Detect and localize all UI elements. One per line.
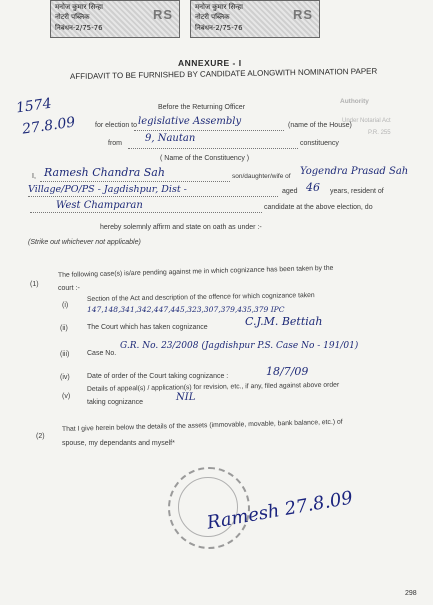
aged-label: aged: [282, 188, 298, 195]
sub-item-text: taking cognizance: [87, 399, 144, 406]
candidate-name: Ramesh Chandra Sah: [44, 166, 165, 179]
stamp-line: मनोज कुमार सिन्हा: [195, 3, 243, 11]
candidate-label: candidate at the above election, do: [264, 204, 373, 211]
father-name: Yogendra Prasad Sah: [300, 166, 409, 177]
side-stamp-line: Under Notarial Act: [342, 118, 391, 124]
page-number: 298: [405, 590, 417, 597]
item1-text: court :-: [58, 285, 80, 292]
margin-note-date: 27.8.09: [21, 114, 77, 138]
fill-line: [128, 148, 298, 149]
stamp-line: निबंधन-2/75-76: [195, 24, 243, 32]
sub-item-text: The Court which has taken cognizance: [87, 324, 208, 331]
sections-value: 147,148,341,342,447,445,323,307,379,435,379 IPC: [87, 305, 285, 314]
from-label: from: [108, 140, 122, 147]
margin-note-number: 1574: [15, 95, 53, 117]
stamp-paper-strip: [50, 0, 320, 38]
before-line: Before the Returning Officer: [158, 104, 246, 111]
election-for-label: for election to: [95, 122, 138, 129]
sub-item-number: (iii): [60, 351, 70, 358]
constituency-label: constituency: [300, 140, 339, 147]
sub-item-text: Date of order of the Court taking cognizance :: [87, 373, 229, 380]
from-value: 9, Nautan: [145, 133, 196, 144]
stamp-line: मनोज कुमार सिन्हा: [55, 3, 103, 11]
item-number: (2): [36, 433, 45, 440]
affidavit-title: AFFIDAVIT TO BE FURNISHED BY CANDIDATE ALONGWITH NOMINATION PAPER: [69, 66, 378, 81]
affirm-line: hereby solemnly affirm and state on oath as under :-: [100, 224, 262, 231]
fill-line: [40, 181, 230, 182]
son-of-label: son/daughter/wife of: [232, 173, 291, 180]
stamp-value: RS: [292, 7, 313, 22]
court-value: C.J.M. Bettiah: [245, 315, 323, 328]
constituency-name-label: ( Name of the Constituency ): [160, 155, 250, 162]
sub-item-text: Case No.: [87, 350, 117, 357]
annexure-heading: ANNEXURE - I: [178, 58, 242, 68]
village-value: Village/PO/PS - Jagdishpur, Dist -: [28, 184, 187, 195]
case-value: G.R. No. 23/2008 (Jagdishpur P.S. Case No - 191/01): [120, 341, 359, 351]
fill-line: [134, 130, 284, 131]
line-i: I,: [32, 173, 36, 180]
side-stamp-line: P.R. 255: [368, 130, 391, 136]
house-label: (name of the House): [288, 122, 352, 129]
sub-item-number: (i): [62, 302, 69, 309]
sub-item-number: (ii): [60, 325, 68, 332]
election-for-value: legislative Assembly: [138, 116, 242, 127]
fill-line: [28, 196, 278, 197]
sub-item-text: Details of appeal(s) / application(s) for revision, etc., if any, filed against above order: [86, 381, 340, 393]
notary-stamp: [190, 0, 320, 38]
side-stamp-line: Authority: [340, 98, 369, 105]
strike-note: (Strike out whichever not applicable): [28, 239, 141, 246]
sub-item-number: (v): [62, 393, 71, 400]
order-date-value: 18/7/09: [266, 365, 309, 378]
appeal-value: NIL: [176, 392, 196, 403]
age-value: 46: [306, 181, 320, 194]
item2-text: spouse, my dependants and myself*: [62, 440, 175, 447]
item-number: (1): [30, 281, 39, 288]
fill-line: [30, 212, 262, 213]
district-value: West Champaran: [56, 200, 143, 211]
sub-item-text: Section of the Act and description of the offence for which cognizance taken: [86, 292, 315, 303]
resident-label: years, resident of: [330, 188, 384, 195]
stamp-value: RS: [152, 7, 173, 22]
sub-item-number: (iv): [60, 374, 70, 381]
stamp-line: नोटरी पब्लिक: [195, 13, 230, 21]
stamp-line: नोटरी पब्लिक: [55, 13, 90, 21]
item2-text: That I give herein below the details of the assets (immovable, movable, bank balance, etc.) of: [61, 418, 343, 433]
item1-text: The following case(s) is/are pending against me in which cognizance has been taken by the: [57, 264, 334, 279]
signature: Ramesh 27.8.09: [205, 487, 355, 534]
notary-stamp: [50, 0, 180, 38]
stamp-line: निबंधन-2/75-76: [55, 24, 103, 32]
